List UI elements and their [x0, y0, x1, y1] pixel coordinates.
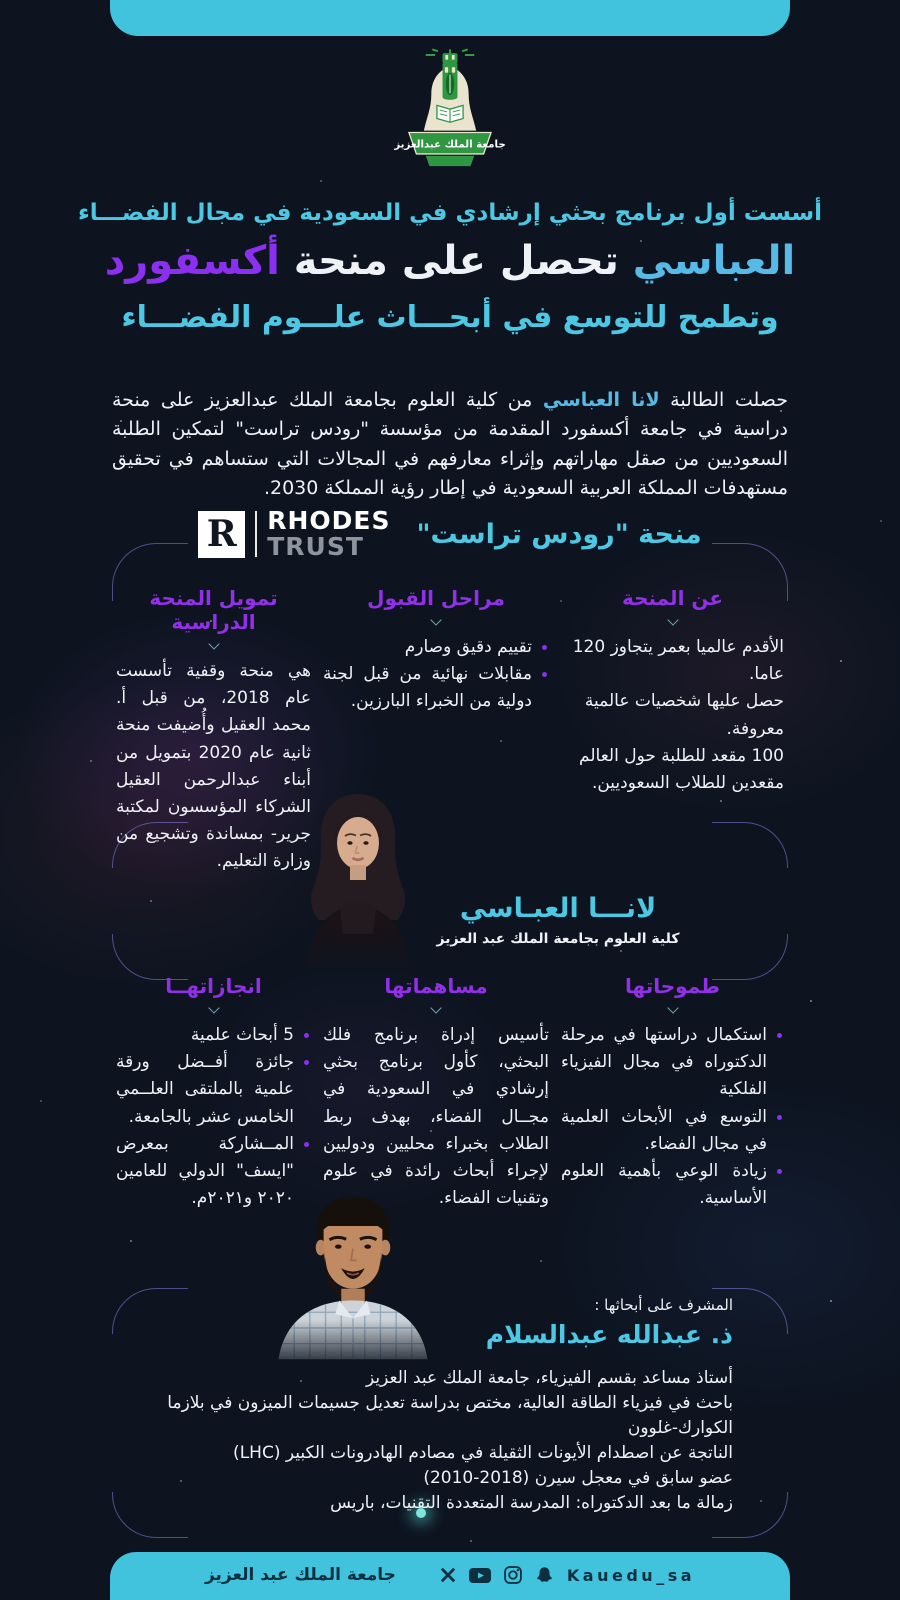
bio-line: زمالة ما بعد الدكتوراه: المدرسة المتعددة التقنيات، باريس	[330, 1492, 733, 1513]
stage-item: تقييم دقيق وصارم	[323, 634, 549, 661]
funding-text: هي منحة وقفية تأسست عام 2018، من قبل أ. محمد العقيل وأُضيفت منحة ثانية عام 2020 بتمويل من أبناء عبدالرحمن العقيل الشركاء المؤسسون لمكتبة جرير- بمساندة وتشجيع من وزارة التعليم.	[116, 661, 311, 872]
about-line: الأقدم عالميا بعمر يتجاوز 120 عاما.	[572, 637, 784, 685]
intro-after: من كلية العلوم بجامعة الملك عبدالعزيز على منحة دراسية في جامعة أكسفورد المقدمة من مؤسسة "رودس تراست" لتمكين الطلبة السعوديين من صقل مهاراتهم وإثراء معارفهم في المجالات التي ستساهم في تحقيق مستهدفات المملكة العربية السعودية في إطار رؤية المملكة 2030.	[112, 389, 788, 500]
supervisor-name-block	[430, 1296, 733, 1349]
ambition-item: زيادة الوعي بأهمية العلوم الأساسية.	[561, 1158, 784, 1212]
student-columns	[110, 974, 790, 1212]
student-college: كلية العلوم بجامعة الملك عبد العزيز	[436, 931, 680, 947]
rhodes-r-badge	[198, 511, 245, 558]
chevron-down-icon	[667, 614, 678, 625]
footer-social-handle[interactable]: Kauedu_sa	[566, 1565, 696, 1585]
intro-student-name: لانا العباسي	[542, 389, 660, 411]
student-name: لانـــا العبـاسي	[459, 893, 657, 924]
youtube-icon[interactable]	[469, 1567, 491, 1584]
headline-surname: العباسي	[632, 238, 796, 284]
supervisor-bio	[105, 1366, 733, 1516]
photo-fade	[255, 1320, 451, 1366]
supervisor-label: المشرف على أبحاثها :	[594, 1296, 733, 1314]
supervisor-photo	[255, 1192, 451, 1364]
university-logo	[394, 48, 506, 178]
column-heading: عن المنحة	[621, 586, 724, 610]
intro-before: حصلت الطالبة	[659, 389, 788, 411]
footer-social-links[interactable]	[440, 1566, 695, 1585]
snapchat-icon[interactable]	[535, 1566, 554, 1584]
ambition-item: استكمال دراستها في مرحلة الدكتوراه في مجال الفيزياء الفلكية	[561, 1022, 784, 1104]
bracket-decoration	[112, 1288, 188, 1334]
achievement-item: 5 أبحاث علمية	[116, 1022, 311, 1049]
rhodes-trust-logo	[198, 508, 390, 561]
contributions-text: تأسيس إدراة برنامج فلك البحثي، كأول برنامج بحثي إرشادي في السعودية في مجــال الفضاء، بهدف ربط الطلاب بخبراء محليين ودوليين لإجراء أبحاث رائدة في علوم وتقنيات الفضاء.	[323, 1025, 549, 1209]
rhodes-logo-sub: TRUST	[267, 532, 364, 562]
column-about-scholarship	[555, 586, 790, 876]
headline-middle: تحصل على منحة	[279, 238, 633, 284]
chevron-down-icon	[430, 614, 441, 625]
bio-line: باحث في فيزياء الطاقة العالية، مختص بدراسة تعديل جسيمات الميزون في بلازما الكوارك-غلوون	[167, 1392, 733, 1438]
rhodes-logo-name: RHODES	[267, 506, 391, 535]
intro-paragraph	[112, 386, 788, 504]
student-name-block	[428, 893, 688, 947]
achievement-item: المــشاركة بمعرض "ايسف" الدولي للعامين ٢٠٢٠ و٢٠٢١م.	[116, 1131, 311, 1213]
rhodes-columns	[110, 586, 790, 876]
column-heading: طموحاتها	[625, 974, 720, 998]
column-achievements	[110, 974, 317, 1212]
king-abdulaziz-university-logo-graphic	[394, 48, 506, 174]
stage-item: مقابلات نهائية من قبل لجنة دولية من الخبراء البارزين.	[323, 661, 549, 715]
column-ambitions	[555, 974, 790, 1212]
rhodes-logo-wordmark	[267, 508, 390, 561]
headline-block	[40, 200, 860, 335]
column-contributions	[317, 974, 555, 1212]
ambition-item: التوسع في الأبحاث العلمية في مجال الفضاء.	[561, 1104, 784, 1158]
photo-fade	[283, 928, 433, 974]
footer-university-name: جامعة الملك عبد العزيز	[204, 1565, 396, 1585]
bio-line: أستاذ مساعد بقسم الفيزياء، جامعة الملك عبد العزيز	[366, 1368, 733, 1388]
rhodes-section-title: منحة "رودس تراست"	[416, 518, 702, 550]
about-line: حصل عليها شخصيات عالمية معروفة.	[584, 691, 784, 739]
headline-main	[40, 238, 860, 284]
chevron-down-icon	[208, 1002, 219, 1013]
chevron-down-icon	[430, 1002, 441, 1013]
achievement-item: جائزة أفــضل ورقة علمية بالملتقى العلــمي الخامس عشر بالجامعة.	[116, 1049, 311, 1131]
rhodes-logo-divider	[255, 511, 257, 557]
chevron-down-icon	[667, 1002, 678, 1013]
column-heading: مراحل القبول	[367, 586, 505, 610]
column-heading: تمويل المنحة الدراسية	[149, 586, 278, 634]
top-accent-bar	[110, 0, 790, 36]
x-icon[interactable]	[440, 1567, 456, 1583]
column-heading: مساهماتها	[384, 974, 488, 998]
rhodes-r-letter: R	[206, 513, 237, 556]
student-photo	[283, 788, 433, 972]
column-heading: انجازاتهــا	[165, 974, 262, 998]
headline-oxford: أكسفورد	[104, 238, 280, 284]
chevron-down-icon	[208, 638, 219, 649]
instagram-icon[interactable]	[504, 1566, 522, 1584]
bio-line: الناتجة عن اصطدام الأيونات الثقيلة في مصادم الهادرونات الكبير (LHC)	[233, 1442, 733, 1463]
headline-kicker: أسست أول برنامج بحثي إرشادي في السعودية في مجال الفضـــاء	[77, 200, 823, 226]
logo-banner-text: جامعة الملك عبدالعزيز	[394, 138, 506, 151]
supervisor-name: ذ. عبدالله عبدالسلام	[485, 1320, 733, 1349]
star-field	[0, 0, 2, 2]
bio-line: عضو سابق في معجل سيرن (2018-2010)	[423, 1467, 733, 1488]
about-line: 100 مقعد للطلبة حول العالم مقعدين للطلاب السعوديين.	[579, 745, 784, 793]
headline-subline: وتطمح للتوسع في أبحـــاث علـــوم الفضـــاء	[121, 300, 779, 335]
footer-bar	[110, 1552, 790, 1600]
